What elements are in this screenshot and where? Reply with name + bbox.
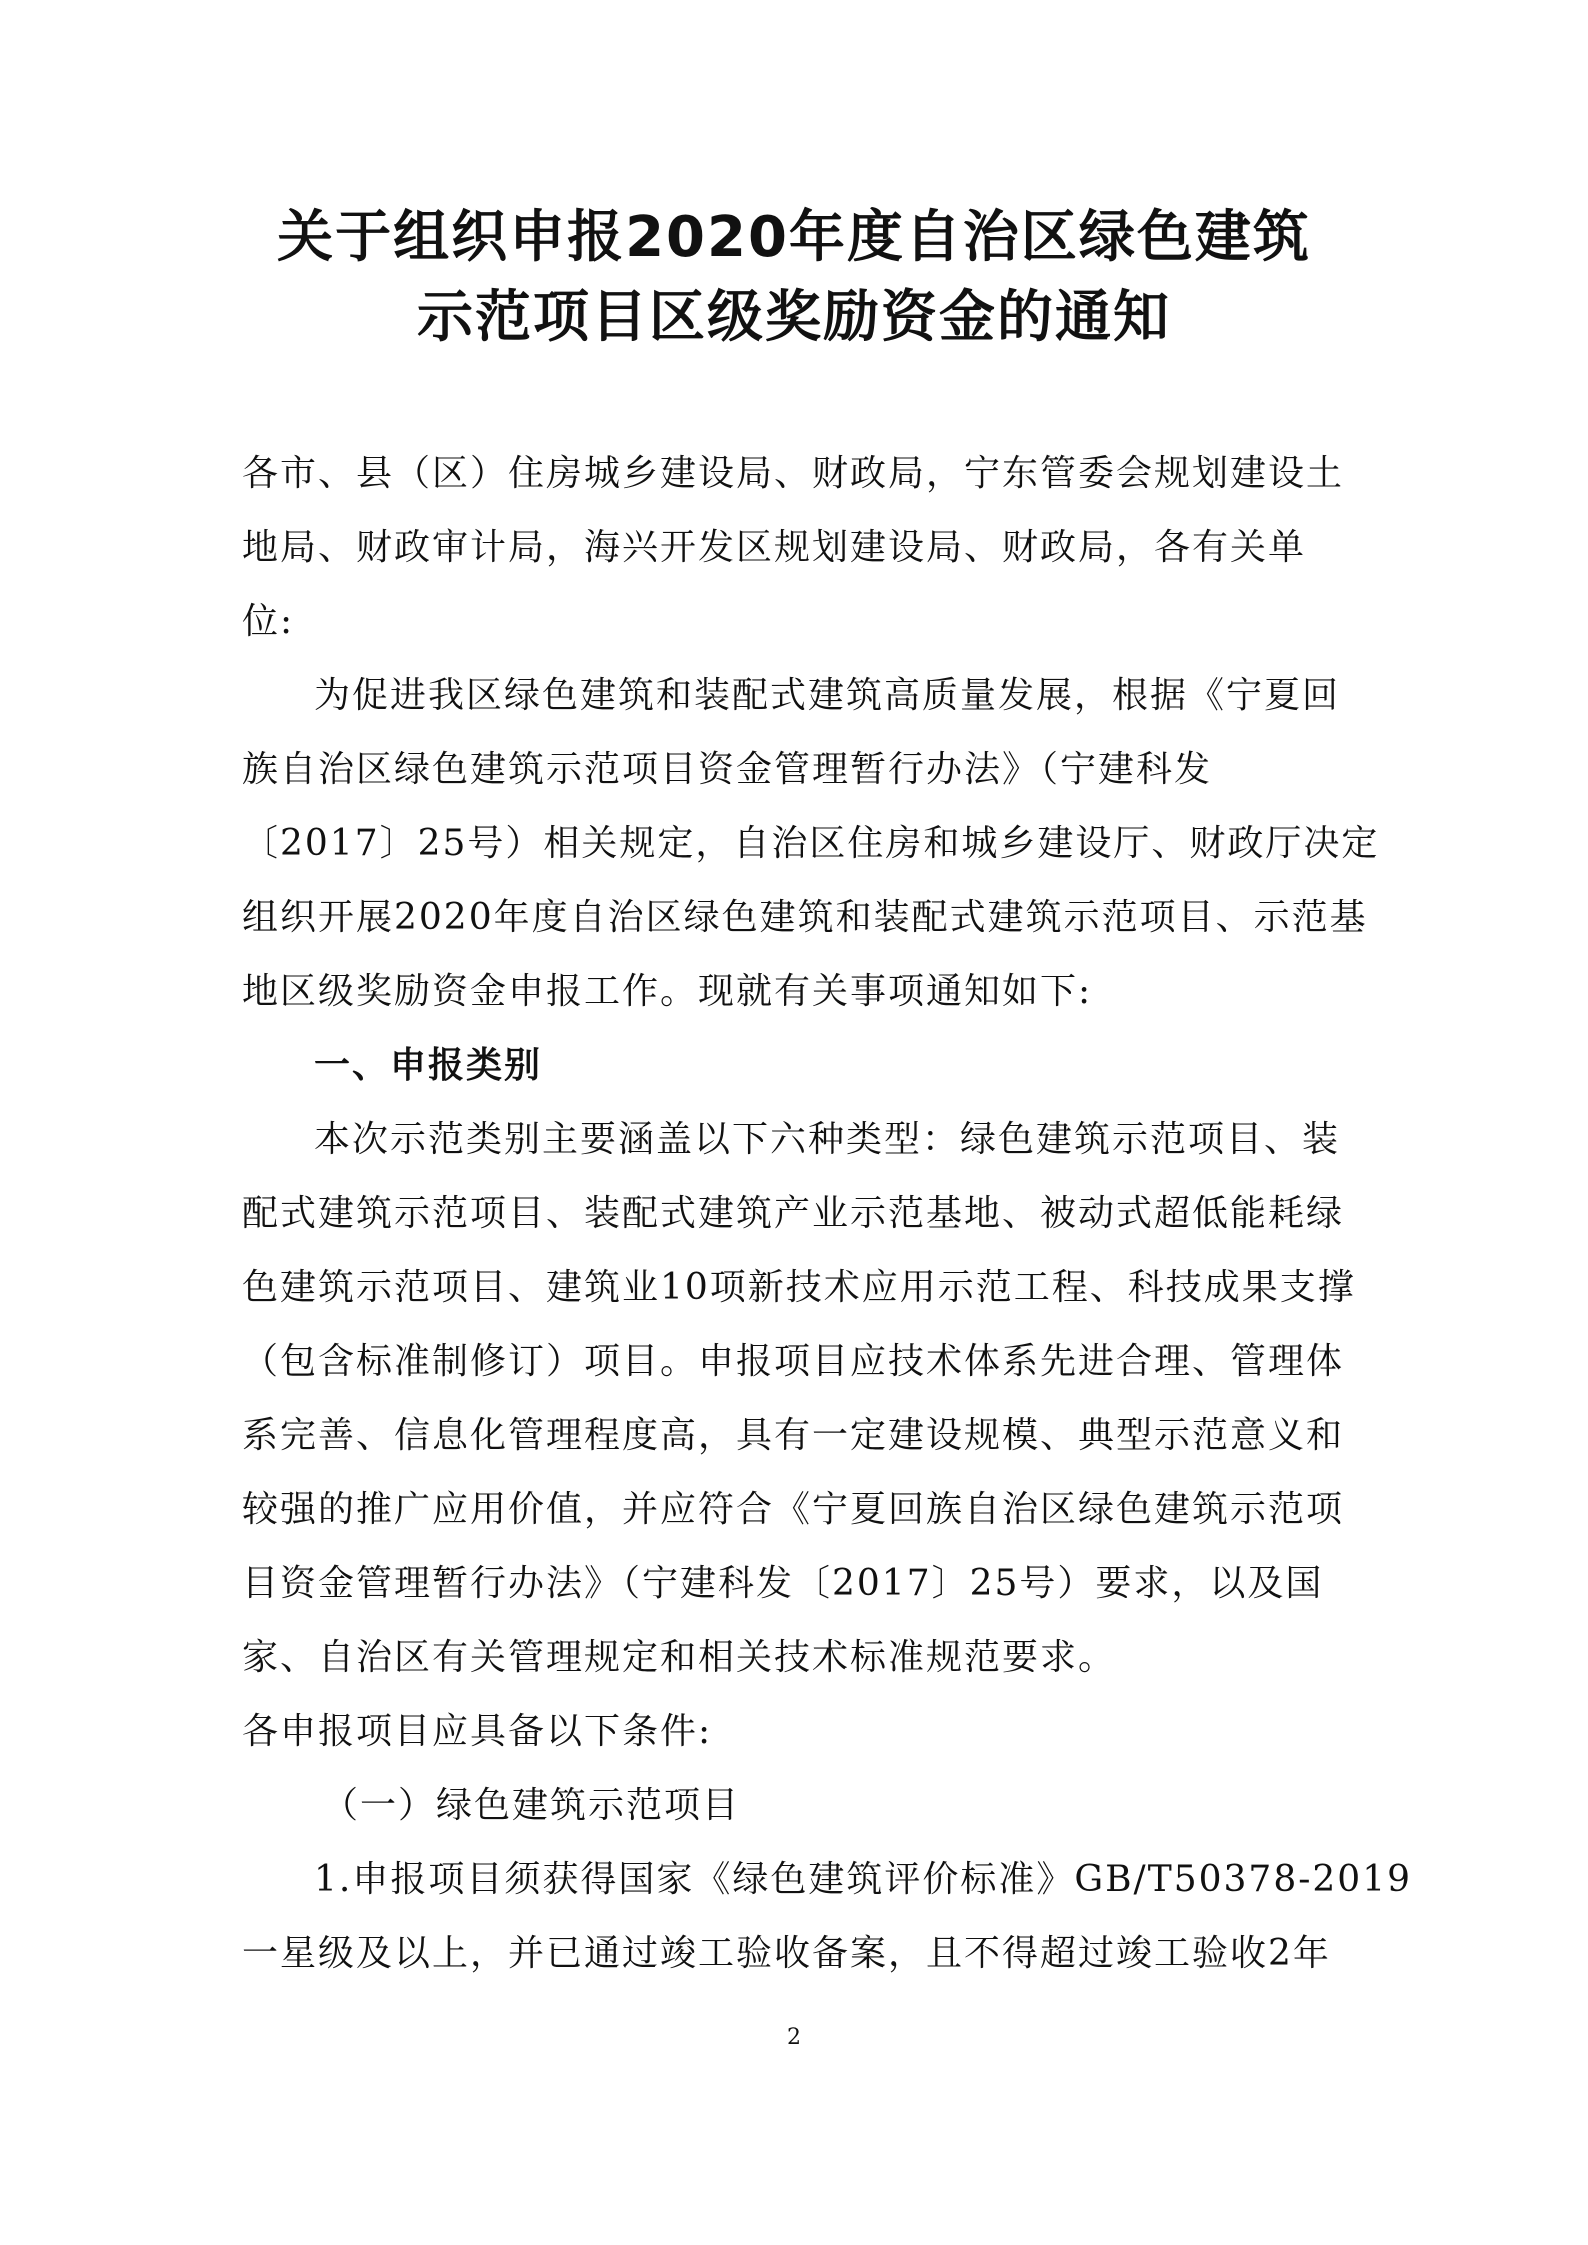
document-title-line-2: 示范项目区级奖励资金的通知	[417, 285, 1171, 350]
intro-line-5: 地区级奖励资金申报工作。现就有关事项通知如下:	[242, 971, 1093, 1012]
subsection-heading-1: （一）绿色建筑示范项目	[322, 1785, 741, 1826]
section1-line-1: 本次示范类别主要涵盖以下六种类型：绿色建筑示范项目、装	[314, 1119, 1341, 1160]
recipients-line-1: 各市、县（区）住房城乡建设局、财政局，宁东管委会规划建设土	[242, 453, 1345, 494]
recipients-line-3: 位:	[242, 601, 295, 642]
section1-line-7: 目资金管理暂行办法》（宁建科发〔2017〕25号）要求，以及国	[242, 1563, 1324, 1604]
item1-line-1: 1.申报项目须获得国家《绿色建筑评价标准》GB/T50378-2019	[314, 1859, 1413, 1900]
section1-line-2: 配式建筑示范项目、装配式建筑产业示范基地、被动式超低能耗绿	[242, 1193, 1345, 1234]
section1-line-8: 家、自治区有关管理规定和相关技术标准规范要求。	[242, 1637, 1117, 1678]
intro-line-4: 组织开展2020年度自治区绿色建筑和装配式建筑示范项目、示范基	[242, 897, 1368, 938]
recipients-line-2: 地局、财政审计局，海兴开发区规划建设局、财政局，各有关单	[242, 527, 1307, 568]
document-title-line-1: 关于组织申报2020年度自治区绿色建筑	[277, 205, 1311, 270]
section1-line-3: 色建筑示范项目、建筑业10项新技术应用示范工程、科技成果支撑	[242, 1267, 1356, 1308]
section-heading-1: 一、申报类别	[314, 1045, 543, 1086]
section1-line-6: 较强的推广应用价值，并应符合《宁夏回族自治区绿色建筑示范项	[242, 1489, 1345, 1530]
intro-line-2: 族自治区绿色建筑示范项目资金管理暂行办法》（宁建科发	[242, 749, 1213, 790]
page-number: 2	[787, 2025, 801, 2050]
item1-line-2: 一星级及以上，并已通过竣工验收备案，且不得超过竣工验收2年	[242, 1933, 1331, 1974]
section1-line-5: 系完善、信息化管理程度高，具有一定建设规模、典型示范意义和	[242, 1415, 1345, 1456]
section1-line-4: （包含标准制修订）项目。申报项目应技术体系先进合理、管理体	[242, 1341, 1345, 1382]
intro-line-1: 为促进我区绿色建筑和装配式建筑高质量发展，根据《宁夏回	[314, 675, 1341, 716]
intro-line-3: 〔2017〕25号）相关规定，自治区住房和城乡建设厅、财政厅决定	[242, 823, 1380, 864]
conditions-intro: 各申报项目应具备以下条件:	[242, 1711, 713, 1752]
